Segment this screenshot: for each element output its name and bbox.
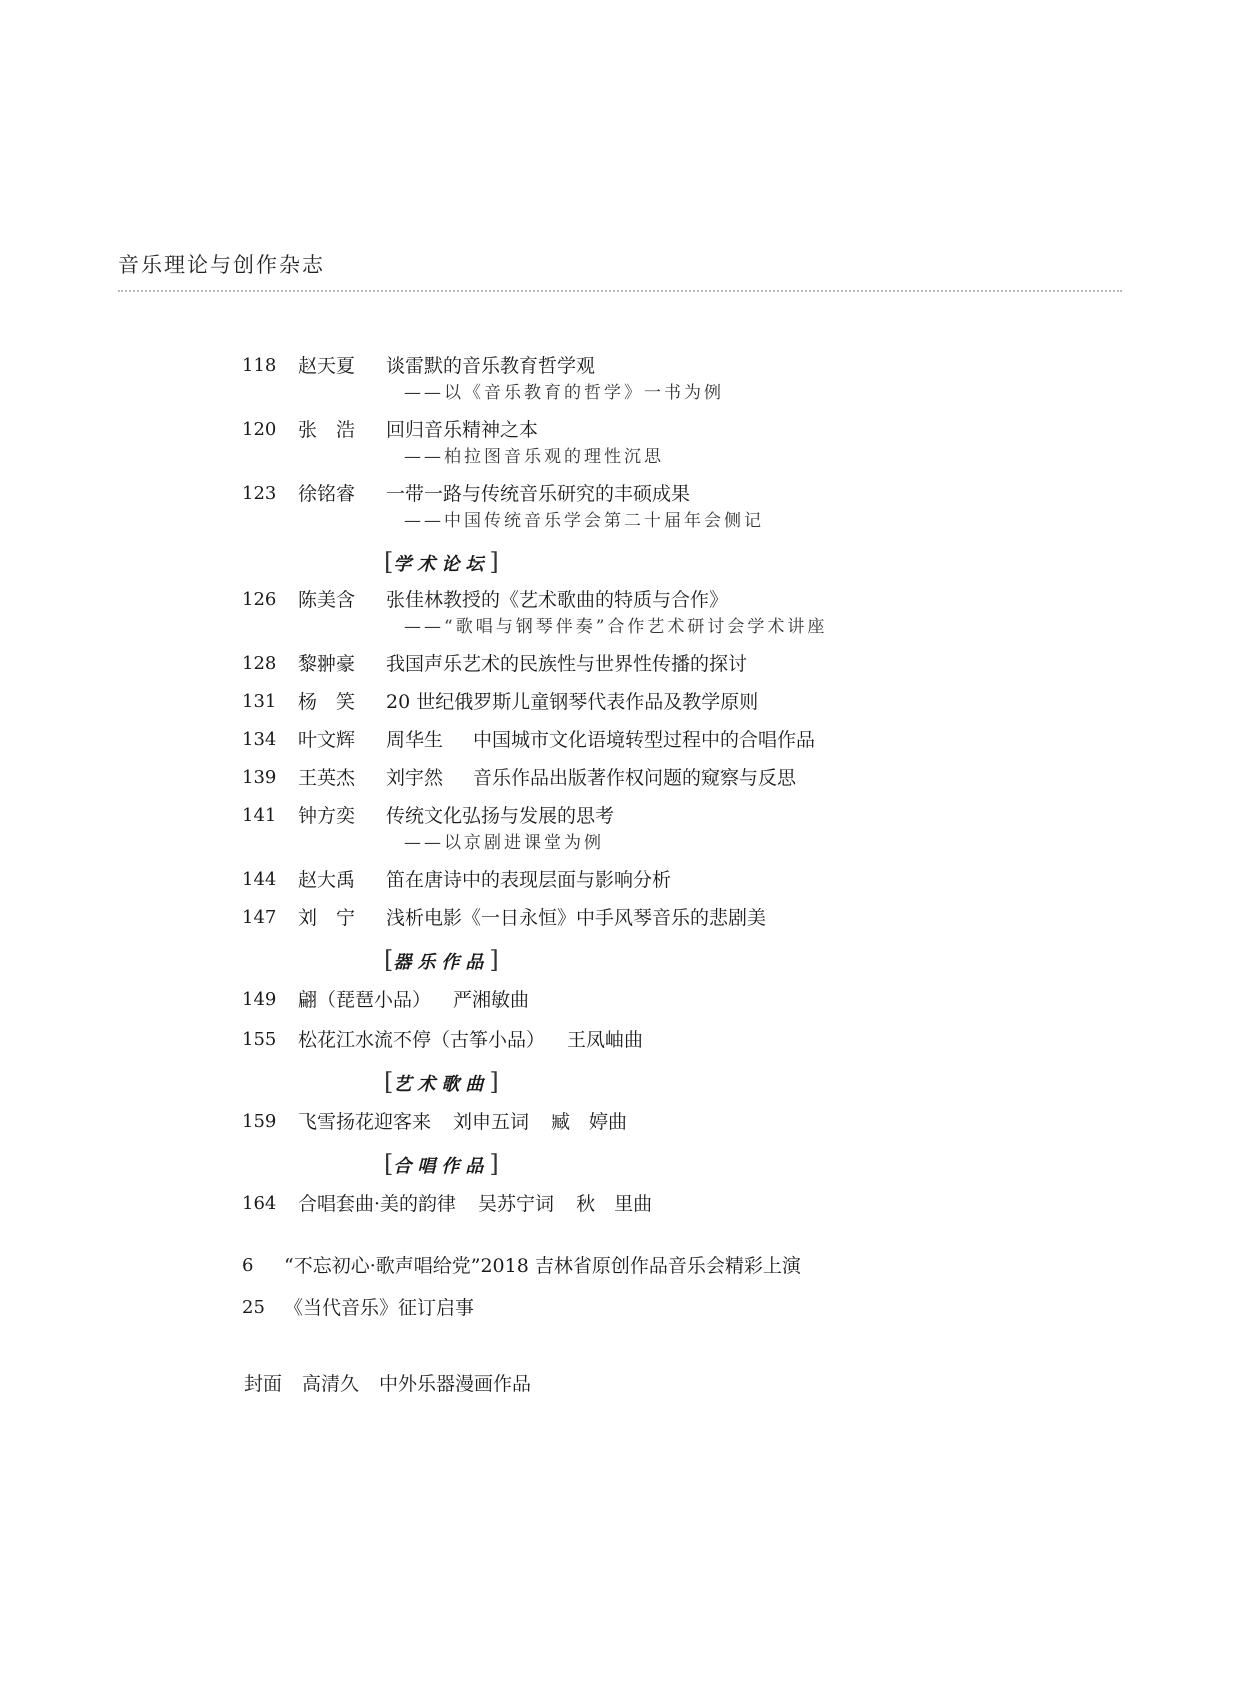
section-label: 艺术歌曲 (393, 1074, 490, 1095)
page-number: 164 (242, 1193, 277, 1214)
article-subtitle: ——以《音乐教育的哲学》一书为例 (404, 383, 724, 403)
toc-entry[interactable] (242, 648, 1122, 686)
article-subtitle: ——柏拉图音乐观的理性沉思 (404, 447, 664, 467)
credit: 王凤岫曲 (567, 1029, 644, 1051)
cover-artist: 高清久 (302, 1373, 360, 1395)
journal-title: 音乐理论与创作杂志 (118, 253, 325, 277)
work-title: 翩（琵琶小品） (298, 989, 432, 1011)
author: 叶文辉 (298, 729, 356, 751)
toc-entry[interactable] (242, 724, 1122, 762)
article-title: 我国声乐艺术的民族性与世界性传播的探讨 (386, 653, 748, 675)
section-heading-instrumental: [器乐作品] (384, 946, 499, 974)
section-heading-academic-forum: [学术论坛] (384, 548, 499, 576)
co-author: 周华生 (386, 729, 444, 751)
toc-entry[interactable] (242, 902, 1122, 940)
page-number: 134 (242, 729, 277, 750)
section-heading-art-song: [艺术歌曲] (384, 1068, 499, 1096)
page-number: 128 (242, 653, 277, 674)
page-number: 139 (242, 767, 277, 788)
notices-list (242, 1254, 1122, 1338)
author: 刘 宁 (298, 907, 356, 929)
page-number: 159 (242, 1111, 277, 1132)
article-subtitle: ——中国传统音乐学会第二十届年会侧记 (404, 511, 764, 531)
page-number: 120 (242, 419, 277, 440)
page-number: 144 (242, 869, 277, 890)
notice-entry[interactable] (242, 1254, 1122, 1296)
article-title: 传统文化弘扬与发展的思考 (386, 805, 615, 827)
toc-entry[interactable] (242, 686, 1122, 724)
article-title: 一带一路与传统音乐研究的丰硕成果 (386, 483, 691, 505)
toc-entry[interactable] (242, 982, 1122, 1022)
author: 王英杰 (298, 767, 356, 789)
notice-text: 《当代音乐》征订启事 (284, 1297, 475, 1319)
section-label: 合唱作品 (393, 1156, 490, 1177)
article-subtitle: ——“歌唱与钢琴伴奏”合作艺术研讨会学术讲座 (404, 617, 828, 637)
toc-entry[interactable] (242, 864, 1122, 902)
section-heading-choral: [合唱作品] (384, 1150, 499, 1178)
toc-entry[interactable] (242, 1186, 1122, 1226)
notice-entry[interactable] (242, 1296, 1122, 1338)
page-number: 131 (242, 691, 277, 712)
toc-entry[interactable] (242, 1022, 1122, 1062)
credit: 吴苏宁词 (478, 1193, 555, 1215)
credit: 臧 婷曲 (551, 1111, 628, 1133)
author: 陈美含 (298, 589, 356, 611)
page-number: 123 (242, 483, 277, 504)
credit: 严湘敏曲 (453, 989, 530, 1011)
page-number: 149 (242, 989, 277, 1010)
toc-entry[interactable] (242, 478, 1122, 542)
work-title: 飞雪扬花迎客来 (298, 1111, 432, 1133)
article-subtitle: ——以京剧进课堂为例 (404, 833, 604, 853)
author: 徐铭睿 (298, 483, 356, 505)
article-title: 音乐作品出版著作权问题的窥察与反思 (473, 767, 797, 789)
cover-work: 中外乐器漫画作品 (379, 1373, 532, 1395)
article-title: 浅析电影《一日永恒》中手风琴音乐的悲剧美 (386, 907, 767, 929)
notice-text: “不忘初心·歌声唱给党”2018 吉林省原创作品音乐会精彩上演 (284, 1255, 801, 1277)
page-number: 147 (242, 907, 277, 928)
page-number: 155 (242, 1029, 277, 1050)
article-title: 回归音乐精神之本 (386, 419, 539, 441)
toc-entry[interactable] (242, 350, 1122, 414)
work-title: 松花江水流不停（古筝小品） (298, 1029, 546, 1051)
section-label: 器乐作品 (393, 952, 490, 973)
page-number: 25 (242, 1297, 265, 1318)
cover-label: 封面 (244, 1373, 283, 1395)
article-title: 中国城市文化语境转型过程中的合唱作品 (473, 729, 816, 751)
section-label: 学术论坛 (393, 554, 490, 575)
header-divider (118, 290, 1122, 292)
cover-credit (244, 1372, 551, 1396)
article-title: 张佳林教授的《艺术歌曲的特质与合作》 (386, 589, 729, 611)
page-number: 126 (242, 589, 277, 610)
table-of-contents (242, 350, 1122, 1226)
author: 张 浩 (298, 419, 356, 441)
author: 黎翀豪 (298, 653, 356, 675)
toc-entry[interactable] (242, 800, 1122, 864)
article-title: 20 世纪俄罗斯儿童钢琴代表作品及教学原则 (386, 691, 759, 713)
page-number: 118 (242, 355, 277, 376)
page-number: 6 (242, 1255, 254, 1276)
toc-entry[interactable] (242, 762, 1122, 800)
credit: 秋 里曲 (576, 1193, 653, 1215)
page-number: 141 (242, 805, 277, 826)
author: 钟方奕 (298, 805, 356, 827)
toc-entry[interactable] (242, 414, 1122, 478)
credit: 刘申五词 (453, 1111, 530, 1133)
author: 赵天夏 (298, 355, 356, 377)
work-title: 合唱套曲·美的韵律 (298, 1193, 457, 1215)
page-header (118, 250, 1122, 292)
co-author: 刘宇然 (386, 767, 444, 789)
author: 杨 笑 (298, 691, 356, 713)
toc-entry[interactable] (242, 1104, 1122, 1144)
author: 赵大禹 (298, 869, 356, 891)
toc-entry[interactable] (242, 584, 1122, 648)
article-title: 笛在唐诗中的表现层面与影响分析 (386, 869, 672, 891)
article-title: 谈雷默的音乐教育哲学观 (386, 355, 596, 377)
